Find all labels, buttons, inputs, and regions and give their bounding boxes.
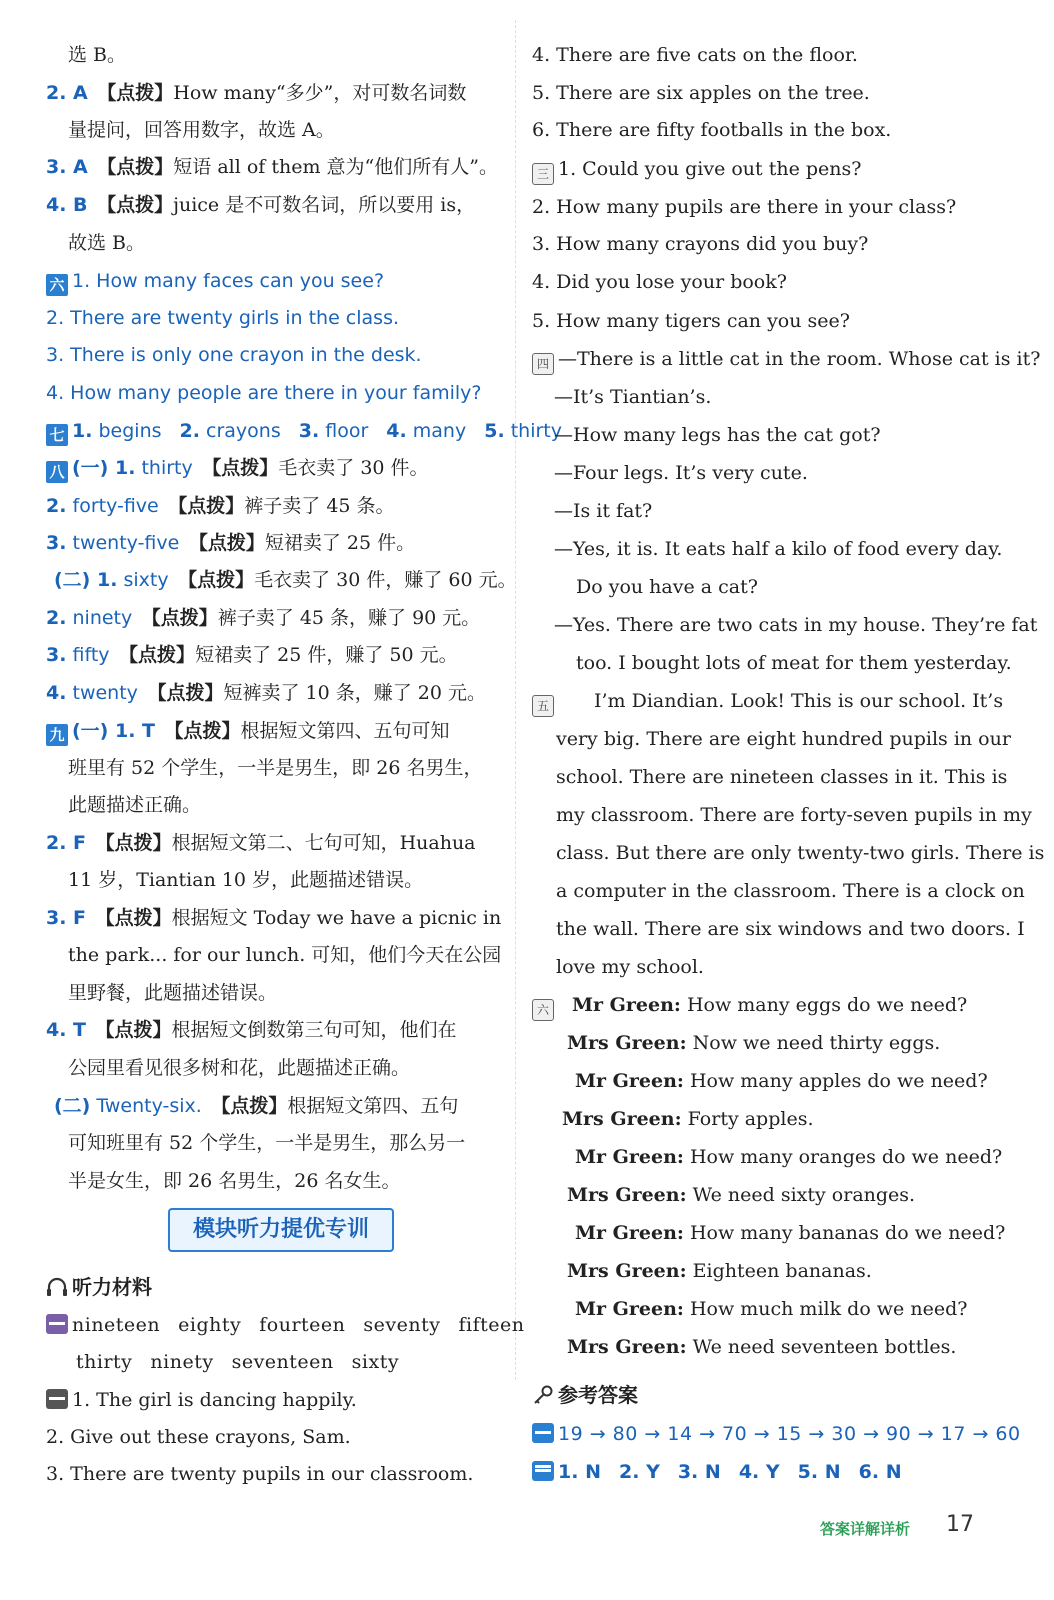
dialogue-line: too. I bought lots of meat for them yesterday. xyxy=(576,652,1012,674)
section-nine-line: 里野餐，此题描述错误。 xyxy=(68,982,278,1004)
section-eight-line: (二) 1. sixty 【点拨】毛衣卖了 30 件，赚了 60 元。 xyxy=(54,569,517,591)
listening-sentence: 3. There are twenty pupils in our classroom. xyxy=(46,1463,474,1485)
answer-judgement: 1. N 2. Y 3. N 4. Y 5. N 6. N xyxy=(532,1460,902,1484)
section-eight-line: 3. fifty 【点拨】短裙卖了 25 件，赚了 50 元。 xyxy=(46,644,458,666)
section-nine-line: 公园里看见很多树和花，此题描述正确。 xyxy=(68,1057,411,1079)
section-one-marker xyxy=(46,1314,68,1334)
dialogue-line: Do you have a cat? xyxy=(576,576,758,598)
section-eight-line: 八 (一) 1. thirty 【点拨】毛衣卖了 30 件。 xyxy=(46,456,429,483)
headphones-icon xyxy=(46,1277,68,1297)
dialogue-line: —It’s Tiantian’s. xyxy=(554,386,712,408)
answer-one-marker xyxy=(532,1423,554,1443)
answer-line: 故选 B。 xyxy=(68,232,146,254)
listening-title: 听力材料 xyxy=(46,1275,152,1299)
listening-sentence: 2. Give out these crayons, Sam. xyxy=(46,1426,351,1448)
passage-line: the wall. There are six windows and two doors. I xyxy=(556,918,1025,940)
section-nine-line: 九 (一) 1. T 【点拨】根据短文第四、五句可知 xyxy=(46,719,450,746)
answer-line: 选 B。 xyxy=(68,44,127,66)
dialogue-line: —How many legs has the cat got? xyxy=(554,424,881,446)
conversation-line: Mr Green: How many bananas do we need? xyxy=(575,1222,1006,1244)
passage-line: school. There are nineteen classes in it. This is xyxy=(556,766,1008,788)
conversation-line: Mr Green: How much milk do we need? xyxy=(575,1298,968,1320)
section-nine-line: 半是女生，即 26 名男生，26 名女生。 xyxy=(68,1170,401,1192)
footer-label: 答案详解详析 xyxy=(820,1520,911,1538)
conversation-line: Mrs Green: We need seventeen bottles. xyxy=(567,1336,957,1358)
passage-line: 五 I’m Diandian. Look! This is our school. It’s xyxy=(532,689,1003,717)
section-nine-line: 11 岁，Tiantian 10 岁，此题描述错误。 xyxy=(68,869,424,891)
section-six-line: 3. There is only one crayon in the desk. xyxy=(46,344,422,366)
column-divider xyxy=(515,20,517,1380)
sentence-line: 6. There are fifty footballs in the box. xyxy=(532,119,892,141)
answer-title: 参考答案 xyxy=(532,1383,638,1407)
conversation-line: Mr Green: How many oranges do we need? xyxy=(575,1146,1003,1168)
section-nine-line: 此题描述正确。 xyxy=(68,794,202,816)
dialogue-line: —Four legs. It’s very cute. xyxy=(554,462,808,484)
passage-line: class. But there are only twenty-two girls. There is xyxy=(556,842,1045,864)
section-three-line: 4. Did you lose your book? xyxy=(532,271,787,293)
section-nine-line: the park... for our lunch. 可知，他们今天在公园 xyxy=(68,944,502,966)
sentence-line: 5. There are six apples on the tree. xyxy=(532,82,870,104)
answer-line: 2. A 【点拨】How many“多少”，对可数名词数 xyxy=(46,82,467,104)
answer-line: 3. A 【点拨】短语 all of them 意为“他们所有人”。 xyxy=(46,156,498,178)
section-six-marker: 六 xyxy=(46,274,68,296)
conversation-line: Mrs Green: Eighteen bananas. xyxy=(567,1260,872,1282)
dialogue-line: —Yes, it is. It eats half a kilo of food every day. xyxy=(554,538,1003,560)
answer-two-marker xyxy=(532,1461,554,1481)
section-eight-line: 2. ninety 【点拨】裤子卖了 45 条，赚了 90 元。 xyxy=(46,607,481,629)
dialogue-line: —Is it fat? xyxy=(554,500,653,522)
answer-line: 4. B 【点拨】juice 是不可数名词，所以要用 is， xyxy=(46,194,476,216)
dialogue-line: 四 —There is a little cat in the room. Whose cat is it? xyxy=(532,347,1040,375)
key-icon xyxy=(532,1385,554,1405)
passage-line: my classroom. There are forty-seven pupils in my xyxy=(556,804,1032,826)
section-three-marker: 三 xyxy=(532,163,554,185)
page-number: 17 xyxy=(946,1512,974,1537)
section-eight-line: 2. forty-five 【点拨】裤子卖了 45 条。 xyxy=(46,495,395,517)
conversation-line: Mrs Green: Now we need thirty eggs. xyxy=(567,1032,941,1054)
section-seven-marker: 七 xyxy=(46,424,68,446)
conversation-line: Mrs Green: Forty apples. xyxy=(562,1108,814,1130)
section-three-line: 2. How many pupils are there in your class? xyxy=(532,196,957,218)
section-eight-line: 3. twenty-five 【点拨】短裙卖了 25 件。 xyxy=(46,532,416,554)
conversation-line: Mr Green: How many apples do we need? xyxy=(575,1070,988,1092)
conversation-line: Mrs Green: We need sixty oranges. xyxy=(567,1184,916,1206)
section-nine-marker: 九 xyxy=(46,724,68,746)
answer-sequence: 19 → 80 → 14 → 70 → 15 → 30 → 90 → 17 → 60 xyxy=(532,1422,1021,1446)
section-eight-line: 4. twenty 【点拨】短裤卖了 10 条，赚了 20 元。 xyxy=(46,682,486,704)
passage-line: very big. There are eight hundred pupils in our xyxy=(556,728,1011,750)
section-nine-line: (二) Twenty-six. 【点拨】根据短文第四、五句 xyxy=(54,1095,459,1117)
section-four-marker: 四 xyxy=(532,353,554,375)
section-six-marker: 六 xyxy=(532,999,554,1021)
section-nine-line: 2. F 【点拨】根据短文第二、七句可知，Huahua xyxy=(46,832,476,854)
passage-line: love my school. xyxy=(556,956,704,978)
section-nine-line: 可知班里有 52 个学生，一半是男生，那么另一 xyxy=(68,1132,466,1154)
section-three-line: 三 1. Could you give out the pens? xyxy=(532,157,861,185)
section-six-line: 六 1. How many faces can you see? xyxy=(46,269,384,296)
section-nine-line: 班里有 52 个学生，一半是男生，即 26 名男生， xyxy=(68,757,483,779)
module-banner: 模块听力提优专训 xyxy=(168,1208,394,1252)
dialogue-line: —Yes. There are two cats in my house. They’re fat xyxy=(554,614,1038,636)
section-seven-line: 七 1. begins 2. crayons 3. floor 4. many 5. thirty xyxy=(46,419,562,446)
section-two-marker xyxy=(46,1389,68,1409)
section-nine-line: 4. T 【点拨】根据短文倒数第三句可知，他们在 xyxy=(46,1019,457,1041)
answer-line: 量提问，回答用数字，故选 A。 xyxy=(68,119,335,141)
section-three-line: 3. How many crayons did you buy? xyxy=(532,233,869,255)
section-nine-line: 3. F 【点拨】根据短文 Today we have a picnic in xyxy=(46,907,502,929)
section-six-line: 2. There are twenty girls in the class. xyxy=(46,307,400,329)
listening-sentence: 1. The girl is dancing happily. xyxy=(46,1388,357,1412)
passage-line: a computer in the classroom. There is a clock on xyxy=(556,880,1025,902)
section-three-line: 5. How many tigers can you see? xyxy=(532,310,850,332)
section-five-marker: 五 xyxy=(532,695,554,717)
section-six-line: 4. How many people are there in your family? xyxy=(46,382,482,404)
section-eight-marker: 八 xyxy=(46,461,68,483)
listening-words: nineteen eighty fourteen seventy fifteen xyxy=(46,1313,525,1337)
conversation-line: 六 Mr Green: How many eggs do we need? xyxy=(532,993,967,1021)
sentence-line: 4. There are five cats on the floor. xyxy=(532,44,858,66)
listening-words: thirty ninety seventeen sixty xyxy=(76,1351,400,1373)
